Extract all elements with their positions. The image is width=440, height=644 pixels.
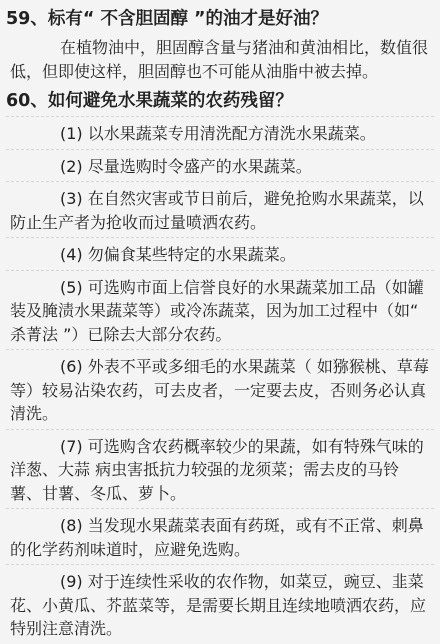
item-9-text: (9) 对于连续性采收的农作物，如菜豆，豌豆、韭菜花、小黄瓜、芥蓝菜等，是需要长期且连续地喷洒农药，应特别注意清洗。 [10, 572, 427, 638]
item-6-text: (6) 外表不平或多细毛的水果蔬菜（ 如猕猴桃、草莓等）较易沾染农药，可去皮者，一定要去皮，否则务必认真清洗。 [10, 357, 429, 423]
list-item [6, 116, 434, 149]
list-item [6, 429, 434, 509]
item-5-text: (5) 可选购市面上信誉良好的水果蔬菜加工品（如罐装及腌渍水果蔬菜等）或冷冻蔬菜，因为加工过程中（如“ 杀菁法 ”）已除去大部分农药。 [10, 277, 424, 344]
item-7-text: (7) 可选购含农药概率较少的果蔬，如有特殊气味的洋葱、大蒜 病虫害抵抗力较强的龙须菜；需去皮的马铃薯、甘薯、冬瓜、萝卜。 [10, 436, 424, 503]
question-59-title: 59、标有“ 不含胆固醇 ”的油才是好油？ [6, 9, 329, 29]
item-3-text: (3) 在自然灾害或节日前后，避免抢购水果蔬菜，以防止生产者为抢收而过量喷洒农药。 [10, 189, 424, 232]
question-60-title: 60、如何避免水果蔬菜的农药残留？ [6, 91, 293, 111]
item-1-text: (1) 以水果蔬菜专用清洗配方清洗水果蔬菜。 [60, 124, 376, 143]
list-item [6, 349, 434, 429]
list-item [6, 508, 434, 564]
item-8-text: (8) 当发现水果蔬菜表面有药斑，或有不正常、刺鼻的化学药剂味道时，应避免选购。 [10, 516, 424, 559]
item-2-text: (2) 尽量选购时令盛产的水果蔬菜。 [60, 156, 312, 176]
question-59-answer-block [6, 34, 434, 86]
question-59-answer: 在植物油中，胆固醇含量与猪油和黄油相比，数值很低，但即使这样，胆固醇也不可能从油脂中被去掉。 [10, 38, 429, 81]
item-4-text: (4) 勿偏食某些特定的水果蔬菜。 [60, 245, 296, 264]
list-item [6, 149, 434, 182]
list-item [6, 270, 434, 350]
list-item [6, 564, 434, 644]
list-item [6, 181, 434, 237]
list-item [6, 237, 434, 270]
